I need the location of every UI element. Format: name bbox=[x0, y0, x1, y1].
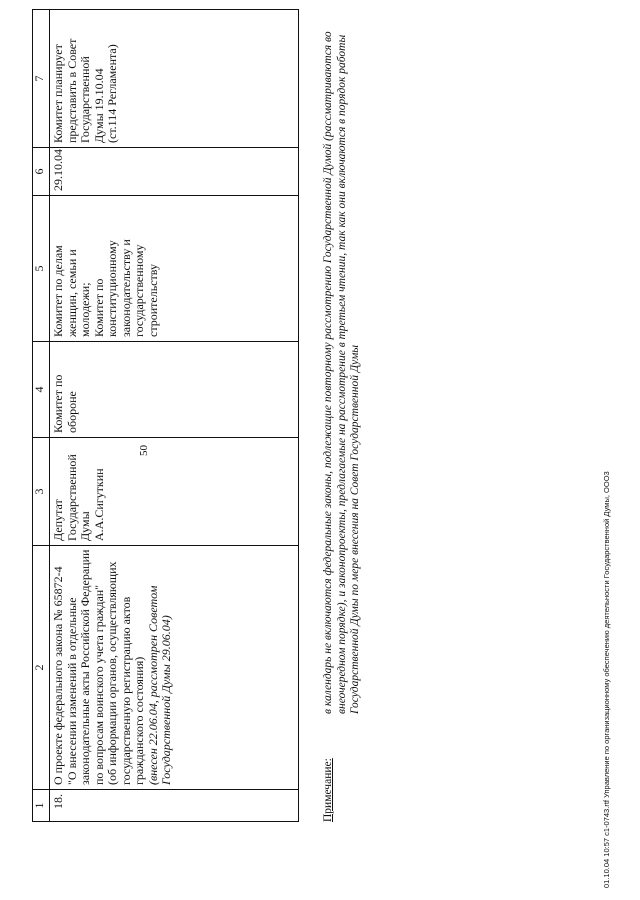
remark-line: (ст.114 Регламента) bbox=[105, 44, 119, 143]
column-number-row bbox=[33, 10, 50, 822]
author-line: Думы bbox=[78, 511, 92, 541]
author-line: Государственной bbox=[64, 454, 79, 541]
calendar-table bbox=[32, 9, 299, 822]
table-row bbox=[50, 10, 299, 822]
remark-cell bbox=[50, 10, 299, 148]
column-number: 4 bbox=[33, 342, 50, 438]
remark-line: Комитет планирует bbox=[51, 44, 65, 143]
column-number: 5 bbox=[33, 196, 50, 342]
remark-line: Думы 19.10.04 bbox=[91, 68, 106, 143]
co-executor-line: Комитет по bbox=[91, 278, 106, 337]
committee-line: обороне bbox=[64, 391, 79, 433]
bill-line: гражданского состояния) bbox=[132, 656, 146, 785]
column-number: 2 bbox=[33, 546, 50, 790]
column-number: 3 bbox=[33, 438, 50, 546]
author-line: Депутат bbox=[51, 499, 65, 541]
author-cell bbox=[50, 438, 299, 546]
co-executor-line: конституционному bbox=[105, 240, 119, 337]
column-number: 6 bbox=[33, 148, 50, 196]
bill-line: "О внесении изменений в отдельные bbox=[64, 597, 79, 785]
co-executor-line: законодательству и bbox=[118, 239, 133, 337]
bill-line: законодательные акты Российской Федерации bbox=[78, 549, 92, 785]
bill-line: государственную регистрацию актов bbox=[118, 596, 133, 785]
co-executor-line: государственному bbox=[132, 244, 146, 337]
author-line: А.А.Сигуткин bbox=[91, 468, 106, 541]
bill-line: по вопросам воинского учета граждан" bbox=[91, 584, 106, 785]
responsible-committee-cell bbox=[50, 342, 299, 438]
column-number: 7 bbox=[33, 10, 50, 148]
bill-line: (об информации органов, осуществляющих bbox=[105, 561, 119, 785]
co-executors-cell bbox=[50, 196, 299, 342]
note-label: Примечание: bbox=[322, 758, 334, 822]
bill-line: О проекте федерального закона № 65872-4 bbox=[51, 566, 65, 785]
note-line: в календарь не включаются федеральные законы, подлежащие повторному рассмотрению Государственной Думой (рассматриваются во bbox=[322, 31, 334, 714]
co-executor-line: молодежи; bbox=[78, 282, 92, 337]
bill-note-line: Государственной Думы 29.06.04) bbox=[159, 615, 173, 785]
row-number: 18. bbox=[50, 790, 299, 822]
co-executor-line: Комитет по делам bbox=[51, 245, 65, 337]
date-cell: 29.10.04 bbox=[50, 148, 299, 196]
bill-note-line: (внесен 22.06.04, рассмотрен Советом bbox=[145, 585, 160, 785]
note-line: внеочередном порядке), и законопроекты, предлагаемые на рассмотрение в третьем чтении, так как они включаются в порядок работы bbox=[335, 34, 348, 714]
committee-line: Комитет по bbox=[51, 374, 65, 433]
document-footer: 01.10.04 10:57 c1-0743.rtf Управление по организационному обеспечению деятельности Государственной Думы, ООО3 bbox=[602, 471, 611, 888]
remark-line: представить в Совет bbox=[64, 38, 79, 143]
page-number: 50 bbox=[138, 445, 150, 456]
note-line: Государственной Думы по мере внесения на Совет Государственной Думы bbox=[349, 344, 361, 714]
remark-line: Государственной bbox=[78, 56, 92, 143]
co-executor-line: женщин, семьи и bbox=[64, 249, 79, 337]
co-executor-line: строительству bbox=[145, 264, 160, 337]
bill-description-cell bbox=[50, 546, 299, 790]
note-text bbox=[322, 14, 363, 714]
column-number: 1 bbox=[33, 790, 50, 822]
